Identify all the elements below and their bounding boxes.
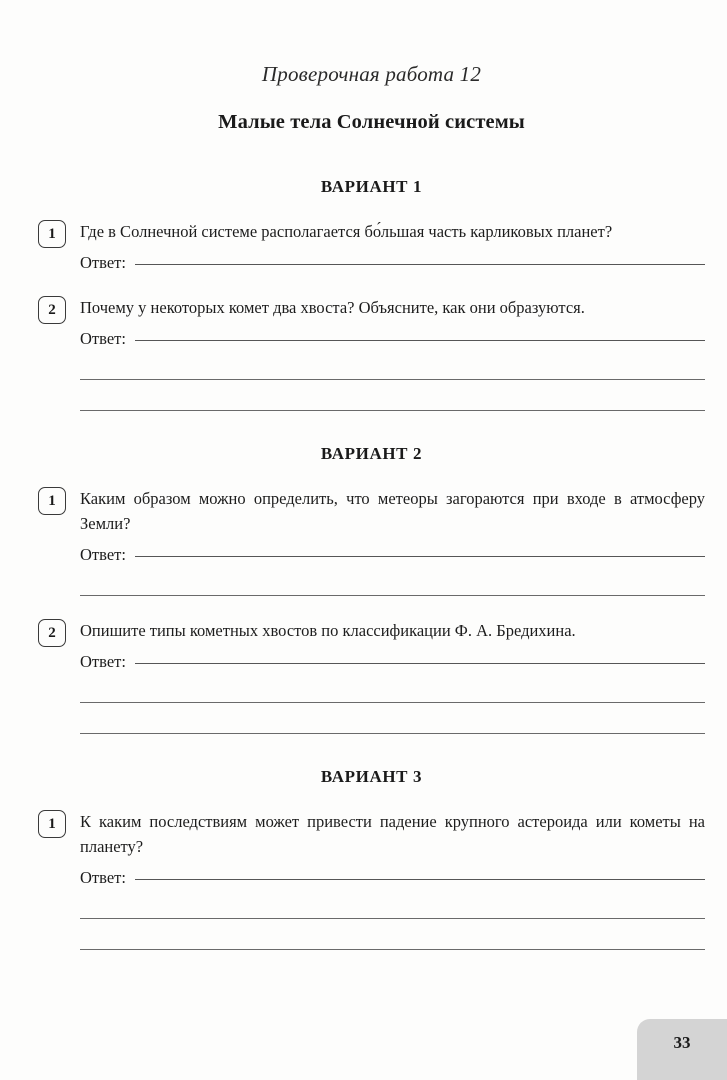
answer-area: [80, 329, 705, 411]
answer-area: [80, 652, 705, 734]
answer-write-line[interactable]: [135, 879, 705, 880]
question-number-badge: 1: [38, 810, 66, 838]
question-body: [66, 295, 705, 411]
question-text: Где в Солнечной системе располагается бо́льшая часть карликовых планет?: [80, 222, 613, 241]
answer-first-line: [80, 253, 705, 273]
page-number-block: [637, 1019, 727, 1080]
question-number-badge: 2: [38, 619, 66, 647]
answer-write-line[interactable]: [80, 702, 705, 703]
answer-label: Ответ:: [80, 652, 126, 671]
answer-area: [80, 545, 705, 596]
variant-heading-1: ВАРИАНТ 1: [320, 177, 423, 196]
answer-first-line: [80, 868, 705, 888]
answer-label: Ответ:: [80, 545, 126, 564]
answer-area: [80, 253, 705, 273]
answer-write-line[interactable]: [135, 340, 705, 341]
answer-label: Ответ:: [80, 253, 126, 272]
question-text: Каким образом можно определить, что метеоры загораются при входе в атмосферу Земли?: [80, 489, 705, 533]
question-v1-q1: [38, 219, 705, 273]
answer-first-line: [80, 652, 705, 672]
question-number-badge: 1: [38, 220, 66, 248]
answer-write-line[interactable]: [80, 379, 705, 380]
answer-write-line[interactable]: [135, 663, 705, 664]
answer-first-line: [80, 545, 705, 565]
page-number: 33: [673, 1033, 691, 1052]
question-number-badge: 1: [38, 487, 66, 515]
question-v1-q2: [38, 295, 705, 411]
variant-heading-2: ВАРИАНТ 2: [320, 444, 423, 463]
question-v2-q1: [38, 486, 705, 596]
question-body: [66, 809, 705, 950]
answer-write-line[interactable]: [135, 264, 705, 265]
answer-write-line[interactable]: [80, 918, 705, 919]
page-subtitle: Малые тела Солнечной системы: [218, 111, 525, 133]
answer-write-line[interactable]: [80, 595, 705, 596]
answer-area: [80, 868, 705, 950]
question-v3-q1: [38, 809, 705, 950]
variant-heading-3: ВАРИАНТ 3: [320, 767, 423, 786]
answer-first-line: [80, 329, 705, 349]
answer-label: Ответ:: [80, 868, 126, 887]
page-title: Проверочная работа 12: [261, 62, 482, 86]
question-text: Почему у некоторых комет два хвоста? Объясните, как они образуются.: [80, 298, 585, 317]
answer-write-line[interactable]: [135, 556, 705, 557]
question-body: [66, 219, 705, 273]
question-v2-q2: [38, 618, 705, 734]
question-text: Опишите типы кометных хвостов по классификации Ф. А. Бредихина.: [80, 621, 576, 640]
answer-label: Ответ:: [80, 329, 126, 348]
question-number-badge: 2: [38, 296, 66, 324]
question-body: [66, 618, 705, 734]
question-body: [66, 486, 705, 596]
answer-write-line[interactable]: [80, 410, 705, 411]
answer-write-line[interactable]: [80, 949, 705, 950]
question-text: К каким последствиям может привести падение крупного астероида или кометы на планету?: [80, 812, 705, 856]
answer-write-line[interactable]: [80, 733, 705, 734]
